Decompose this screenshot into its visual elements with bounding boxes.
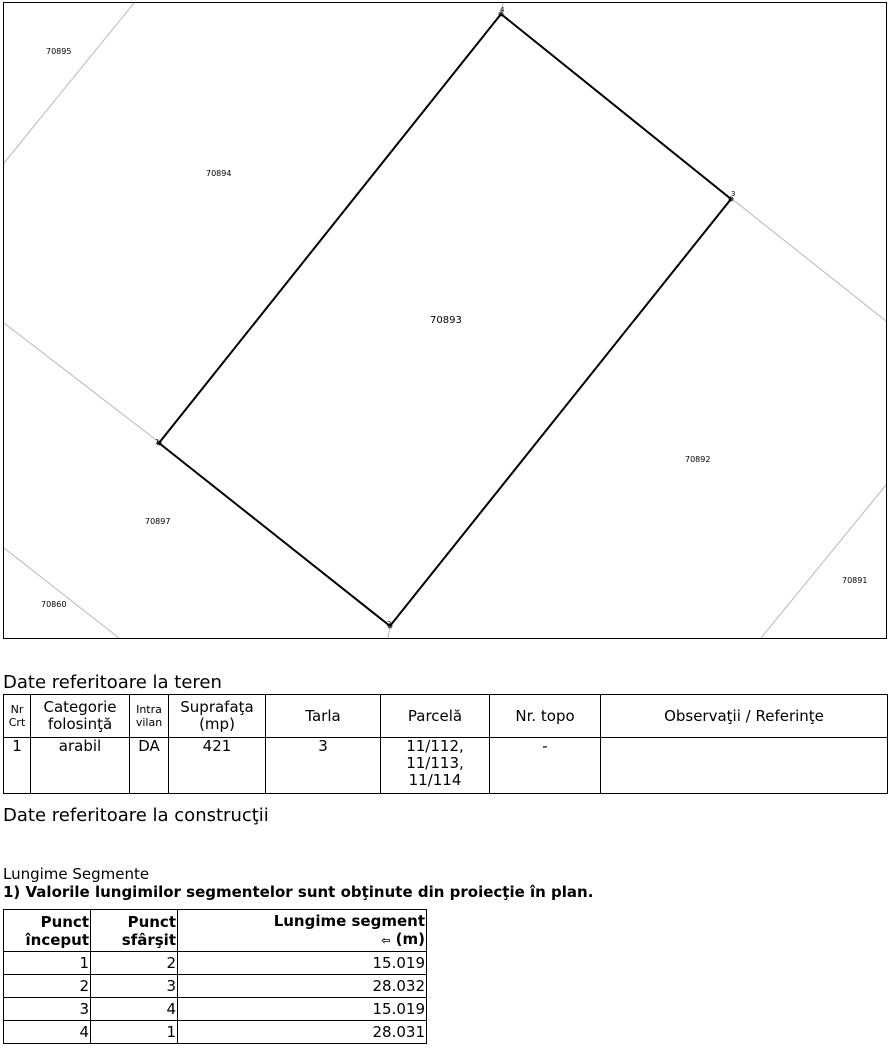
- header-line: sfârşit: [121, 930, 176, 949]
- neighbor-label: 70891: [842, 576, 868, 585]
- segmente-table: [3, 909, 427, 1044]
- cell-categorie: arabil: [31, 738, 130, 794]
- cell-start: 3: [4, 998, 91, 1021]
- header-punct-inceput: [4, 910, 91, 952]
- vertex-label-3: 3: [731, 190, 736, 198]
- header-tarla: Tarla: [266, 695, 381, 738]
- teren-heading: Date referitoare la teren: [3, 672, 222, 693]
- cadastral-plan: [3, 2, 887, 639]
- neighbor-boundary: [761, 485, 886, 638]
- cell-observatii: [601, 738, 888, 794]
- cell-start: 1: [4, 952, 91, 975]
- cell-nr-topo: -: [490, 738, 601, 794]
- neighbor-label: 70860: [41, 600, 67, 609]
- cell-start: 2: [4, 975, 91, 998]
- cell-parcela: [381, 738, 490, 794]
- table-row: [4, 975, 427, 998]
- header-nr-topo: Nr. topo: [490, 695, 601, 738]
- teren-table: [3, 694, 888, 794]
- neighbor-boundary: [4, 548, 119, 638]
- table-row: [4, 998, 427, 1021]
- cell-end: 1: [91, 1021, 178, 1044]
- teren-header-row: [4, 695, 888, 738]
- parcela-line: 11/113,: [406, 754, 464, 772]
- cell-end: 4: [91, 998, 178, 1021]
- header-intravilan: Intra vilan: [130, 695, 169, 738]
- cell-length: 28.032: [178, 975, 427, 998]
- header-line: Punct: [127, 912, 176, 931]
- neighbor-label: 70897: [145, 517, 171, 526]
- constructii-heading: Date referitoare la construcţii: [3, 805, 269, 826]
- header-lungime-segment: [178, 910, 427, 952]
- header-nr-crt: Nr Crt: [4, 695, 31, 738]
- header-line: început: [25, 930, 89, 949]
- header-categorie: Categorie folosinţă: [31, 695, 130, 738]
- neighbor-label: 70894: [206, 169, 232, 178]
- table-row: [4, 738, 888, 794]
- segmente-note: 1) Valorile lungimilor segmentelor sunt obţinute din proiecţie în plan.: [3, 883, 594, 901]
- header-parcela: Parcelă: [381, 695, 490, 738]
- header-line: Punct: [40, 912, 89, 931]
- vertex-label-1: 1: [155, 438, 160, 446]
- cell-intravilan: DA: [130, 738, 169, 794]
- cell-end: 3: [91, 975, 178, 998]
- cell-length: 28.031: [178, 1021, 427, 1044]
- header-line: Lungime segment: [273, 911, 425, 930]
- cell-tarla: 3: [266, 738, 381, 794]
- table-row: [4, 952, 427, 975]
- neighbor-boundary: [732, 199, 886, 321]
- cell-length: 15.019: [178, 952, 427, 975]
- cell-length: 15.019: [178, 998, 427, 1021]
- header-suprafata: Suprafaţa (mp): [169, 695, 266, 738]
- header-line: [179, 930, 425, 950]
- neighbor-label: 70892: [685, 455, 711, 464]
- cell-suprafata: 421: [169, 738, 266, 794]
- header-unit: (m): [395, 929, 425, 948]
- segmente-title: Lungime Segmente: [3, 865, 150, 883]
- segmente-header-row: [4, 910, 427, 952]
- cell-end: 2: [91, 952, 178, 975]
- vertex-label-2: 2: [387, 620, 392, 628]
- neighbor-boundary: [4, 323, 160, 443]
- plan-drawing: [4, 3, 886, 638]
- neighbor-label: 70895: [46, 47, 72, 56]
- header-punct-sfarsit: [91, 910, 178, 952]
- cell-nr: 1: [4, 738, 31, 794]
- header-observatii: Observaţii / Referinţe: [601, 695, 888, 738]
- cell-start: 4: [4, 1021, 91, 1044]
- arrow-left-icon: ⇦: [381, 933, 391, 947]
- main-parcel-label: 70893: [430, 315, 462, 326]
- neighbor-boundary: [4, 3, 134, 163]
- vertex-label-4: 4: [500, 6, 505, 14]
- table-row: [4, 1021, 427, 1044]
- parcela-line: 11/112,: [406, 737, 464, 755]
- parcela-line: 11/114: [408, 771, 462, 789]
